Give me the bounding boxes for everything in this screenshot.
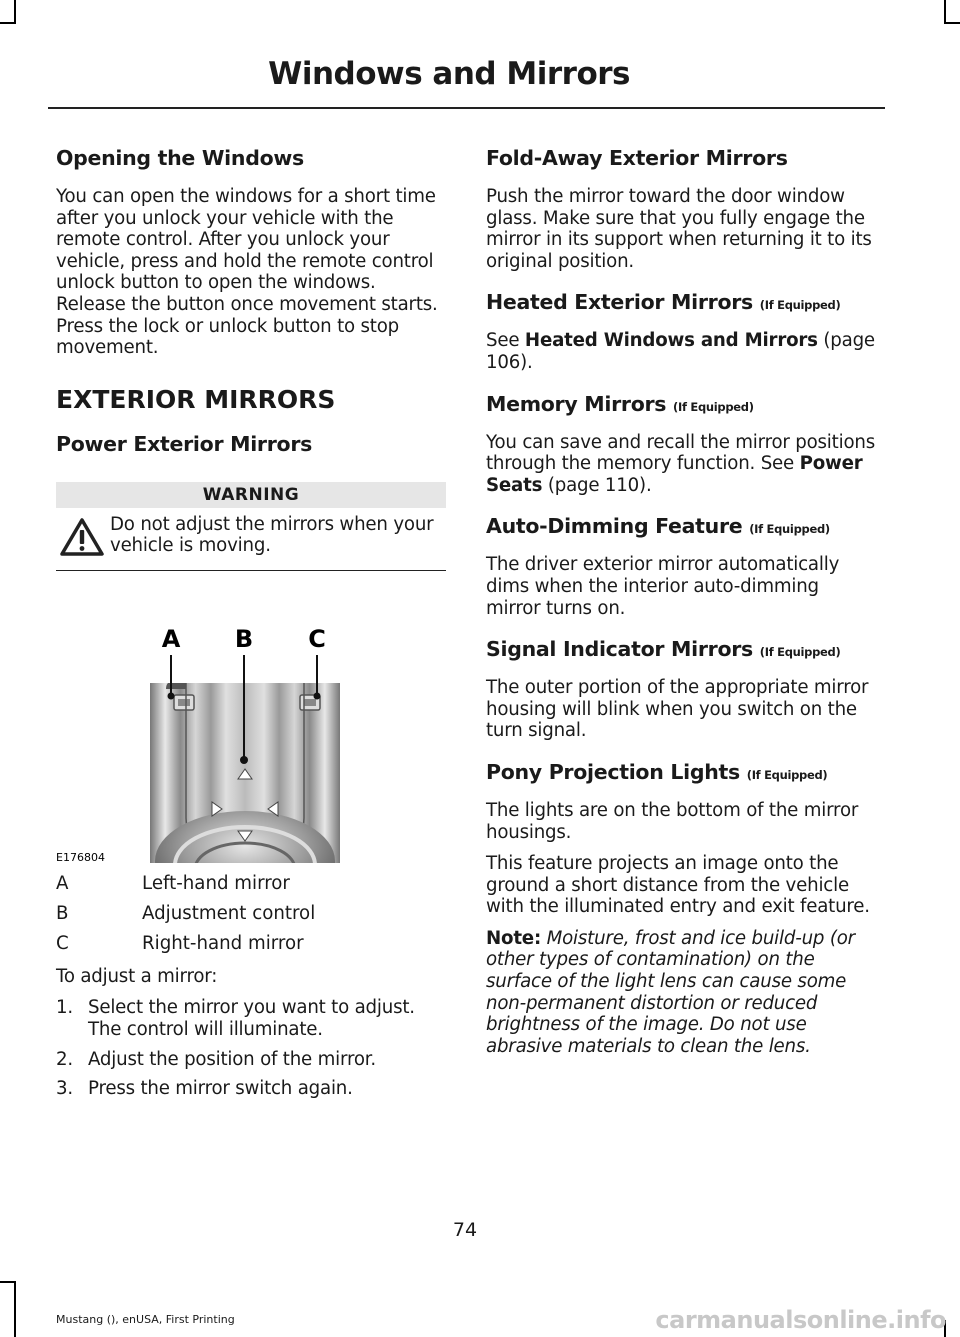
warning-text: Do not adjust the mirrors when your vehicle is moving.: [110, 513, 434, 557]
figure-label-b: B: [234, 624, 254, 653]
legend-text: Adjustment control: [142, 902, 316, 924]
step-item: [56, 1078, 446, 1100]
step-text: Adjust the position of the mirror.: [88, 1048, 376, 1070]
page-title: Windows and Mirrors: [268, 56, 630, 92]
note-text: Moisture, frost and ice build-up (or other types of contamination) on the surface of the light lens can cause some non-permanent distortion or reduced brightness of the image. Do not use abrasive materials to clean the lens.: [486, 927, 855, 1057]
mirror-switch-illustration: [56, 603, 446, 863]
right-column: [486, 146, 878, 1075]
legend-item: [56, 873, 446, 894]
warning-box: [56, 482, 446, 571]
exterior-mirrors-heading: EXTERIOR MIRRORS: [56, 384, 336, 414]
pony-projection-heading: Pony Projection Lights (If Equipped): [486, 759, 828, 784]
legend-text: Right-hand mirror: [142, 932, 304, 954]
step-text: Select the mirror you want to adjust. The control will illuminate.: [88, 997, 415, 1040]
legend-item: [56, 933, 446, 954]
figure-label-a: A: [161, 624, 181, 653]
step-number: 3.: [56, 1078, 73, 1100]
legend-key: C: [56, 932, 69, 954]
if-equipped-tag: (If Equipped): [749, 522, 830, 537]
step-text: Press the mirror switch again.: [88, 1078, 353, 1100]
crop-mark: [14, 0, 16, 24]
heated-mirrors-link[interactable]: Heated Windows and Mirrors: [524, 330, 818, 352]
legend-text: Left-hand mirror: [142, 872, 290, 894]
crop-mark: [14, 1281, 16, 1337]
warning-label: WARNING: [56, 482, 446, 508]
pony-projection-text-1: The lights are on the bottom of the mirror housings.: [486, 799, 859, 843]
figure-code: E176804: [56, 850, 105, 863]
crop-mark: [0, 22, 16, 24]
power-mirrors-heading: Power Exterior Mirrors: [56, 431, 313, 456]
warning-body: [56, 514, 446, 560]
fold-away-heading: Fold-Away Exterior Mirrors: [486, 146, 788, 170]
figure-legend: [56, 873, 446, 954]
fold-away-text: Push the mirror toward the door window glass. Make sure that you fully engage the mirror in its support when returning it to its original position.: [486, 186, 872, 272]
watermark: carmanualsonline.info: [655, 1306, 946, 1334]
mirror-control-figure: [56, 603, 446, 863]
header-divider: [48, 107, 885, 109]
step-item: [56, 1049, 446, 1071]
memory-mirrors-heading: Memory Mirrors (If Equipped): [486, 391, 754, 416]
step-item: [56, 997, 446, 1040]
auto-dimming-heading: Auto-Dimming Feature (If Equipped): [486, 514, 830, 539]
if-equipped-tag: (If Equipped): [673, 399, 754, 414]
page-number: 74: [452, 1219, 478, 1241]
opening-text: You can open the windows for a short time after you unlock your vehicle with the remote control. After you unlock your vehicle, press and hold the remote control unlock button to open the windows. Release the button once movement starts. Press the lock or unlock button to stop movement.: [56, 186, 438, 359]
if-equipped-tag: (If Equipped): [759, 298, 841, 313]
heated-mirrors-heading: Heated Exterior Mirrors (If Equipped): [486, 290, 841, 315]
step-number: 2.: [56, 1048, 73, 1070]
power-seats-link[interactable]: Power Seats: [486, 453, 863, 496]
opening-heading: Opening the Windows: [56, 146, 304, 170]
signal-indicator-heading: Signal Indicator Mirrors (If Equipped): [486, 637, 841, 662]
auto-dimming-text: The driver exterior mirror automatically dims when the interior auto-dimming mirror turns on.: [486, 554, 840, 619]
if-equipped-tag: (If Equipped): [759, 645, 841, 660]
note: [486, 928, 878, 1058]
footer-text: Mustang (), enUSA, First Printing: [56, 1313, 235, 1326]
adjust-steps: [56, 997, 446, 1099]
adjust-intro: To adjust a mirror:: [56, 965, 218, 987]
crop-mark: [944, 0, 946, 24]
legend-item: [56, 903, 446, 924]
note-label: Note:: [486, 927, 542, 949]
left-column: [56, 146, 446, 1108]
heated-mirrors-text: See Heated Windows and Mirrors (page 106).: [486, 330, 875, 373]
legend-key: A: [56, 872, 69, 894]
warning-triangle-icon: [56, 514, 108, 560]
step-number: 1.: [56, 997, 73, 1019]
memory-mirrors-text: You can save and recall the mirror positions through the memory function. See Power Seats (page 110).: [486, 431, 875, 496]
if-equipped-tag: (If Equipped): [746, 767, 828, 782]
signal-indicator-text: The outer portion of the appropriate mirror housing will blink when you switch on the turn signal.: [486, 677, 869, 742]
crop-mark: [944, 22, 960, 24]
legend-key: B: [56, 902, 69, 924]
pony-projection-text-2: This feature projects an image onto the ground a short distance from the vehicle with the illuminated entry and exit feature.: [486, 853, 870, 918]
figure-label-c: C: [308, 624, 326, 653]
crop-mark: [0, 1281, 16, 1283]
